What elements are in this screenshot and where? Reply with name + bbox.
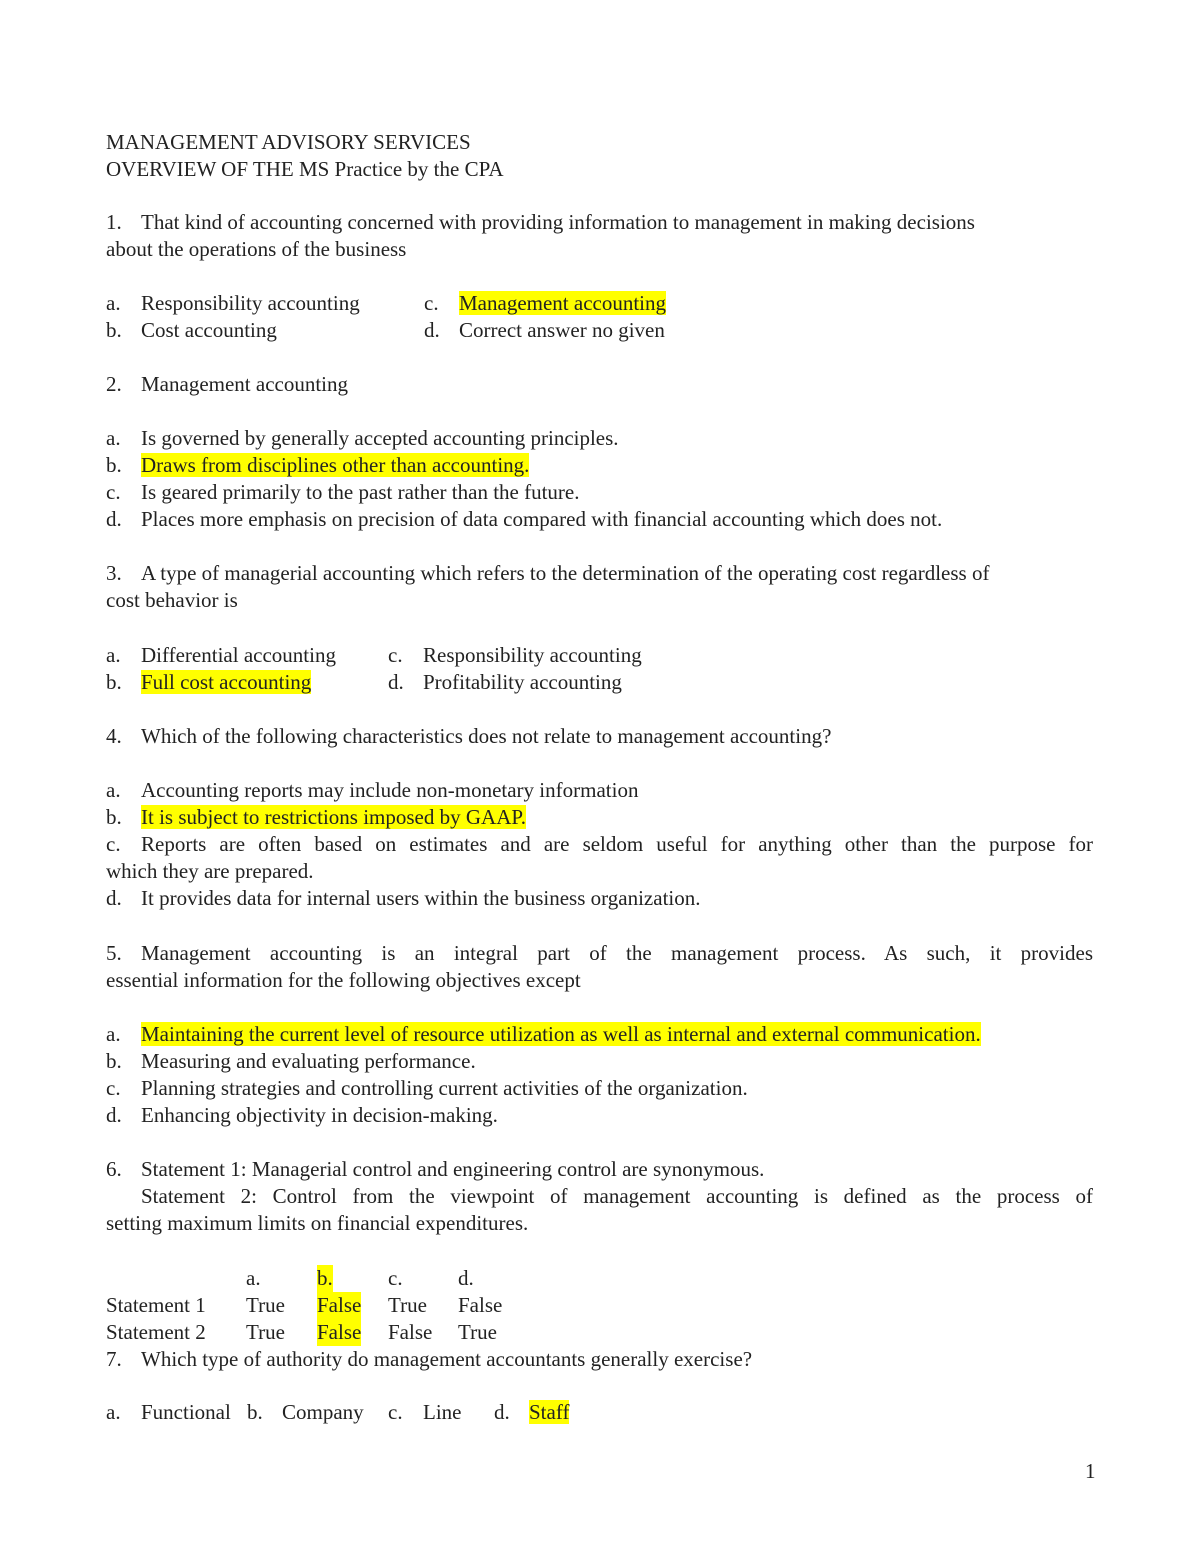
question-number: 5. <box>106 941 122 965</box>
statement-1: Statement 1: Managerial control and engineering control are synonymous. <box>141 1157 765 1181</box>
option-3b: b. Full cost accounting <box>106 670 312 694</box>
question-number: 3. <box>106 561 122 585</box>
question-4 <box>106 723 831 750</box>
statement-2-continuation: setting maximum limits on financial expenditures. <box>106 1211 529 1235</box>
option-7a: a. Functional <box>106 1400 231 1424</box>
option-5a: a. Maintaining the current level of resource utilization as well as internal and external communication. <box>106 1022 981 1046</box>
question-text: That kind of accounting concerned with providing information to management in making decisions <box>141 210 975 234</box>
option-3a: a. Differential accounting <box>106 643 336 667</box>
option-4c: c. Reports are often based on estimates and are seldom useful for anything other than the purpose for <box>106 832 1093 856</box>
option-5d: d. Enhancing objectivity in decision-making. <box>106 1103 498 1127</box>
option-1c: c. Management accounting <box>424 291 667 315</box>
table-cell-answer: False <box>317 1293 362 1317</box>
question-2 <box>106 371 348 398</box>
option-7c: c. Line <box>388 1400 462 1424</box>
option-2a: a. Is governed by generally accepted accounting principles. <box>106 426 619 450</box>
question-text: Management accounting is an integral part of the management process. As such, it provides <box>141 941 1093 965</box>
table-row-label: Statement 2 <box>106 1320 206 1344</box>
option-1a: a. Responsibility accounting <box>106 291 360 315</box>
question-number: 6. <box>106 1157 122 1181</box>
question-5-continuation: essential information for the following objectives except <box>106 968 581 992</box>
option-5b: b. Measuring and evaluating performance. <box>106 1049 476 1073</box>
question-number: 1. <box>106 210 122 234</box>
question-5 <box>106 940 1093 967</box>
document-title: MANAGEMENT ADVISORY SERVICES <box>106 130 471 154</box>
table-header-b: b. <box>317 1266 333 1290</box>
answer-highlight: Staff <box>529 1400 570 1424</box>
answer-highlight: Management accounting <box>459 291 667 315</box>
question-number: 2. <box>106 372 122 396</box>
question-text: Which of the following characteristics does not relate to management accounting? <box>141 724 832 748</box>
option-4d: d. It provides data for internal users within the business organization. <box>106 886 701 910</box>
question-1 <box>106 209 975 236</box>
option-4b: b. It is subject to restrictions imposed by GAAP. <box>106 805 526 829</box>
question-1-continuation: about the operations of the business <box>106 237 407 261</box>
table-cell-answer: False <box>317 1320 362 1344</box>
table-cell: False <box>388 1320 433 1344</box>
table-row-label: Statement 1 <box>106 1293 206 1317</box>
document-subtitle: OVERVIEW OF THE MS Practice by the CPA <box>106 157 504 181</box>
answer-highlight: Draws from disciplines other than accounting. <box>141 453 530 477</box>
statement-2: Statement 2: Control from the viewpoint of management accounting is defined as the process of <box>141 1184 1093 1208</box>
question-3 <box>106 560 989 587</box>
table-header-d: d. <box>458 1266 474 1290</box>
table-header-c: c. <box>388 1266 403 1290</box>
answer-highlight: It is subject to restrictions imposed by GAAP. <box>141 805 526 829</box>
option-4c-continuation: which they are prepared. <box>106 859 314 883</box>
page-number: 1 <box>1085 1459 1096 1483</box>
option-2c: c. Is geared primarily to the past rather than the future. <box>106 480 580 504</box>
table-cell: True <box>246 1320 285 1344</box>
option-7b: b. Company <box>247 1400 364 1424</box>
question-number: 4. <box>106 724 122 748</box>
option-3c: c. Responsibility accounting <box>388 643 642 667</box>
question-text: Management accounting <box>141 372 349 396</box>
option-5c: c. Planning strategies and controlling current activities of the organization. <box>106 1076 748 1100</box>
table-cell: False <box>458 1293 503 1317</box>
table-cell: True <box>458 1320 497 1344</box>
table-cell: True <box>388 1293 427 1317</box>
option-3d: d. Profitability accounting <box>388 670 622 694</box>
option-2b: b. Draws from disciplines other than accounting. <box>106 453 530 477</box>
table-cell: True <box>246 1293 285 1317</box>
question-7 <box>106 1346 752 1373</box>
question-6 <box>106 1156 764 1183</box>
table-header-a: a. <box>246 1266 261 1290</box>
question-text: A type of managerial accounting which refers to the determination of the operating cost regardless of <box>141 561 990 585</box>
question-3-continuation: cost behavior is <box>106 588 238 612</box>
answer-highlight: Full cost accounting <box>141 670 312 694</box>
option-7d: d. Staff <box>494 1400 570 1424</box>
question-number: 7. <box>106 1347 122 1371</box>
option-2d: d. Places more emphasis on precision of data compared with financial accounting which does not. <box>106 507 943 531</box>
answer-highlight: Maintaining the current level of resource utilization as well as internal and external communication. <box>141 1022 981 1046</box>
option-1d: d. Correct answer no given <box>424 318 665 342</box>
question-text: Which type of authority do management accountants generally exercise? <box>141 1347 753 1371</box>
option-1b: b. Cost accounting <box>106 318 277 342</box>
option-4a: a. Accounting reports may include non-monetary information <box>106 778 639 802</box>
